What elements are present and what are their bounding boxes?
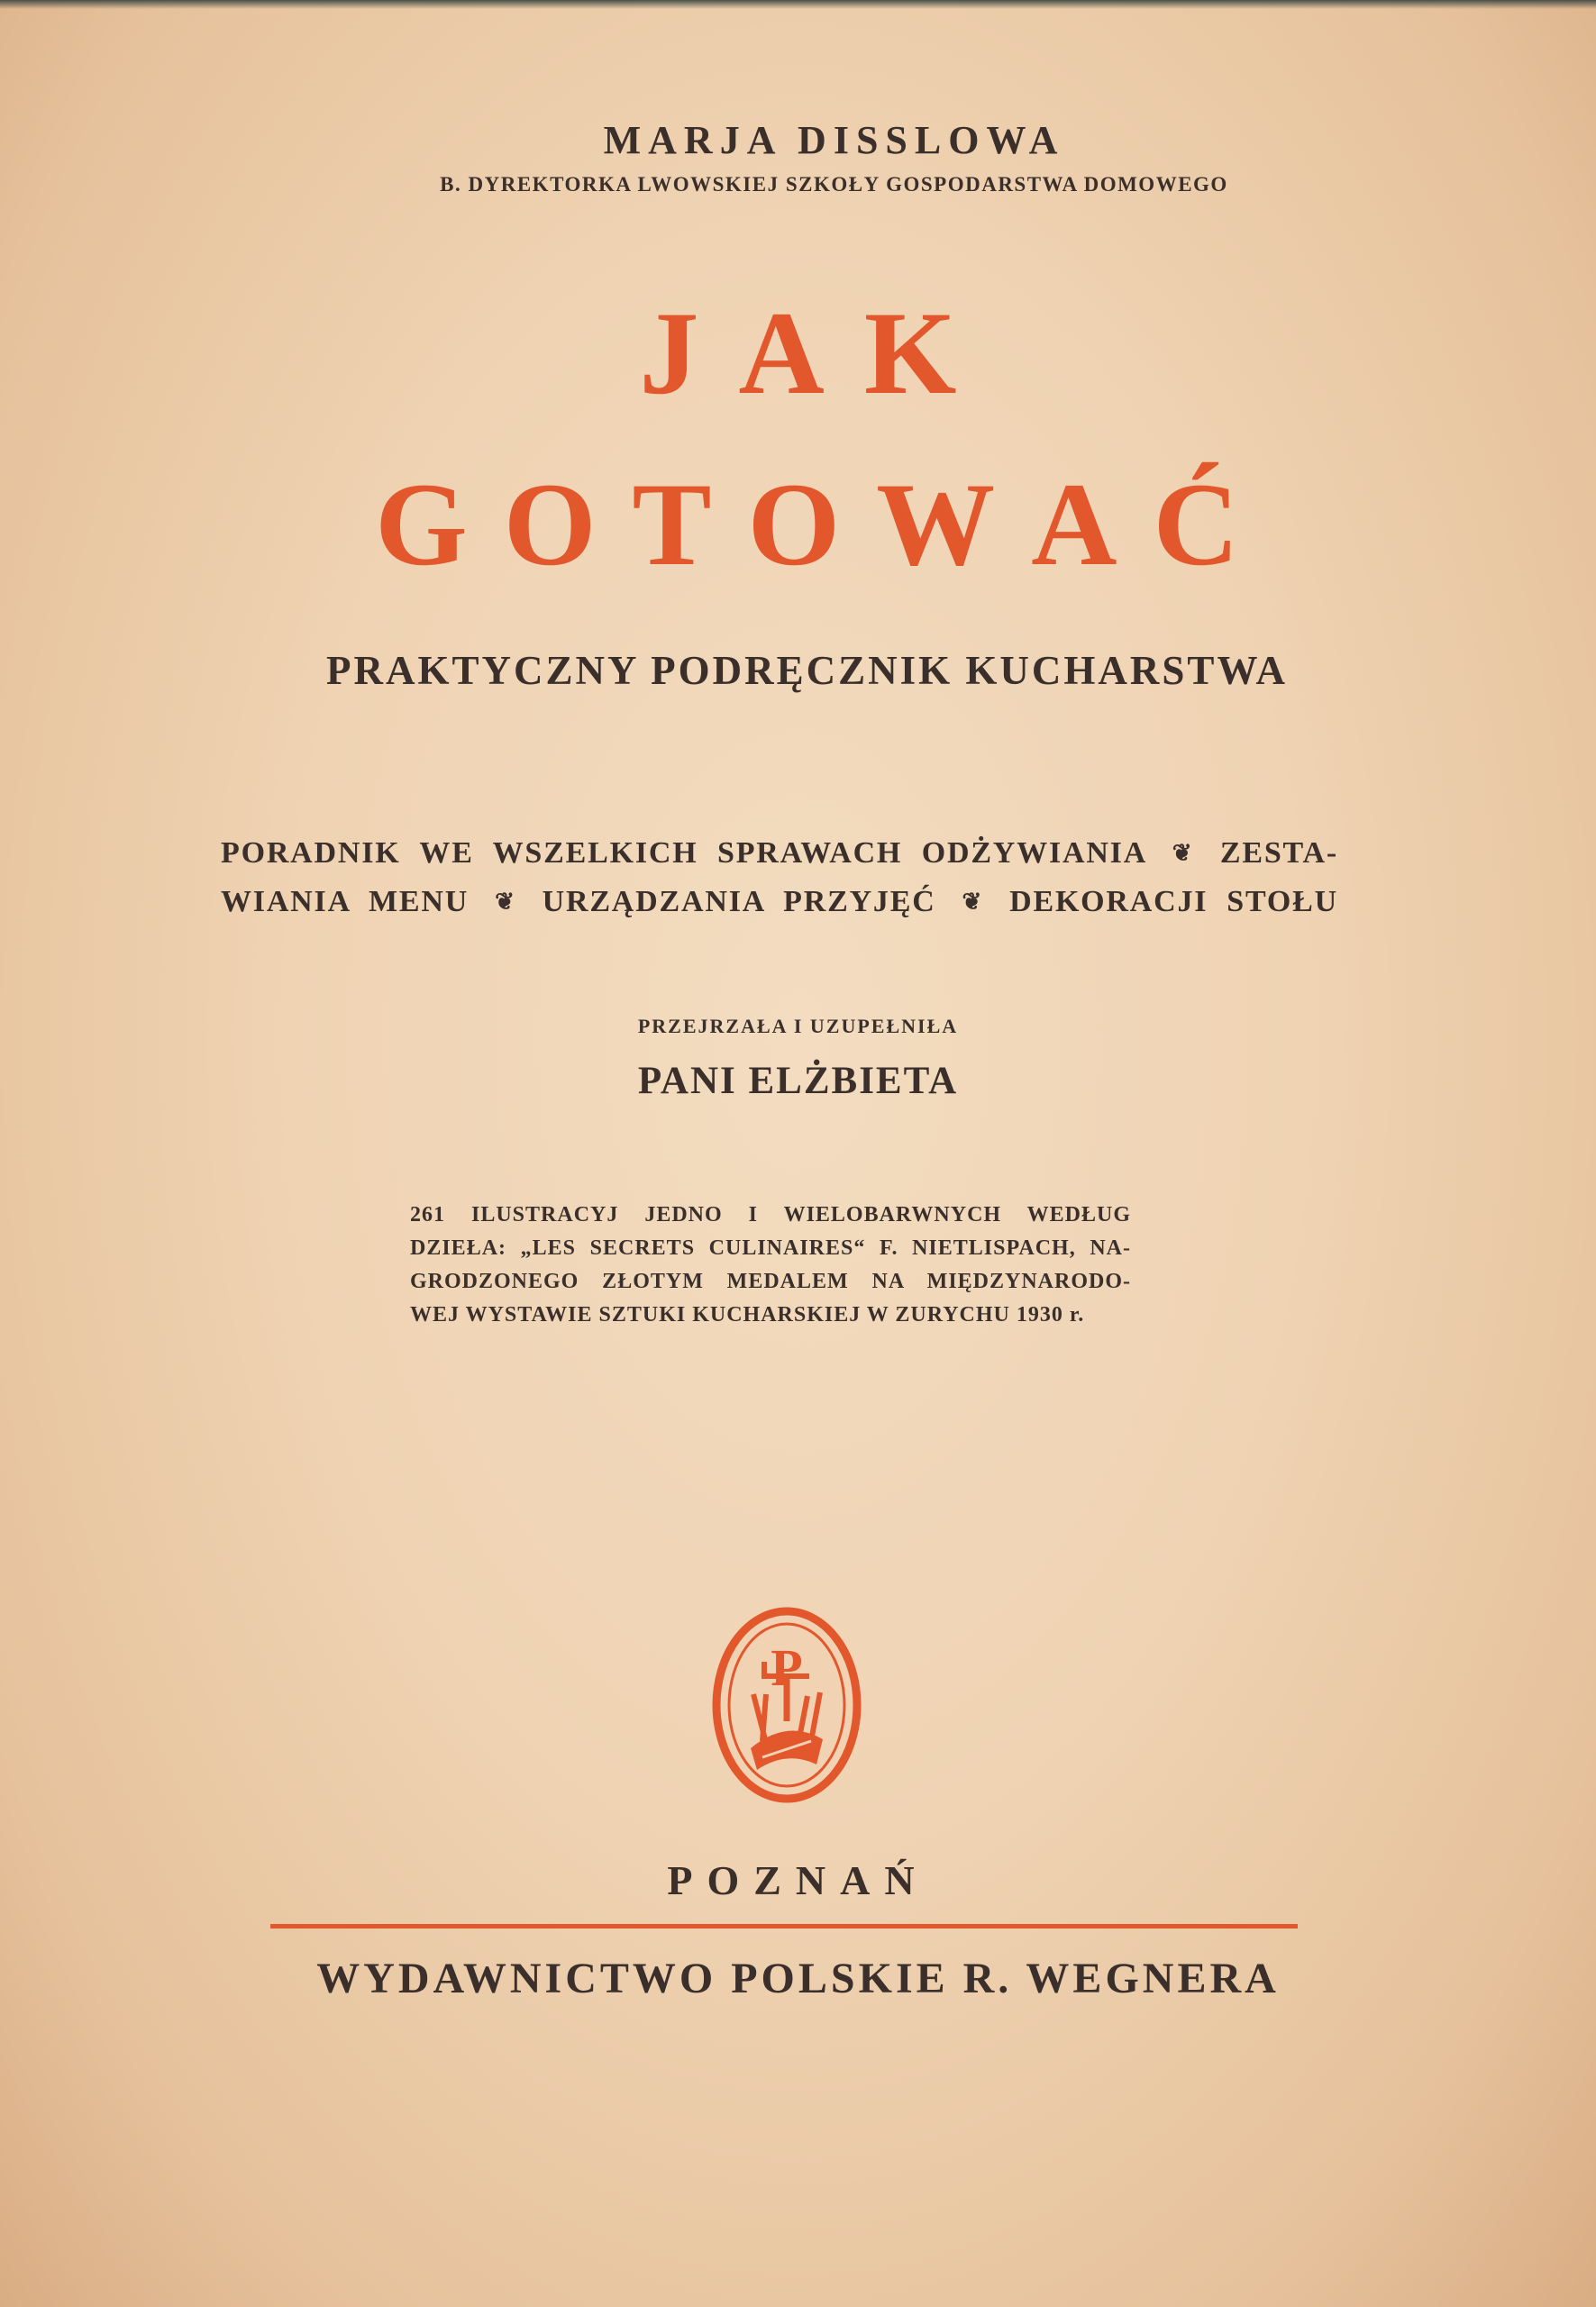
leaf-ornament-icon: ❦ <box>1172 840 1194 866</box>
title-letter: T <box>632 458 712 590</box>
title-letter: O <box>747 458 841 590</box>
leaf-ornament-icon: ❦ <box>495 889 516 915</box>
revision-label: PRZEJRZAŁA I UZUPEŁNIŁA <box>637 1015 959 1037</box>
description <box>221 829 1338 926</box>
title-letter: O <box>503 458 597 590</box>
publisher-name: WYDAWNICTWO POLSKIE R. WEGNERA <box>316 1955 1280 2002</box>
description-line <box>221 878 1338 926</box>
description-line <box>221 829 1338 878</box>
description-text: WIANIA MENU <box>221 885 470 918</box>
book-title-line-1 <box>0 284 1596 422</box>
title-letter: G <box>375 458 468 590</box>
title-letter: J <box>639 287 699 419</box>
author-name: MARJA DISSLOWA <box>603 118 1065 162</box>
revision-name: PANI ELŻBIETA <box>637 1060 959 1102</box>
title-letter: W <box>876 458 996 590</box>
leaf-ornament-icon: ❦ <box>962 889 984 915</box>
divider-rule <box>270 1924 1298 1929</box>
svg-text:P: P <box>771 1638 803 1697</box>
city: POZNAŃ <box>667 1857 929 1903</box>
book-subtitle: PRAKTYCZNY PODRĘCZNIK KUCHARSTWA <box>326 648 1288 693</box>
illustrations-note-line: GRODZONEGO ZŁOTYM MEDALEM NA MIĘDZYNARODO- <box>410 1270 1131 1293</box>
description-text: PORADNIK WE WSZELKICH SPRAWACH ODŻYWIANIA <box>221 836 1146 870</box>
description-text: DEKORACJI STOŁU <box>1009 885 1338 918</box>
illustrations-note-line: 261 ILUSTRACYJ JEDNO I WIELOBARWNYCH WEDŁUG <box>410 1203 1131 1226</box>
scan-edge <box>0 0 1596 9</box>
illustrations-note <box>410 1199 1131 1332</box>
illustrations-note-line: WEJ WYSTAWIE SZTUKI KUCHARSKIEJ W ZURYCHU 1930 r. <box>410 1303 1085 1327</box>
author-title: B. DYREKTORKA LWOWSKIEJ SZKOŁY GOSPODARSTWA DOMOWEGO <box>440 173 1228 196</box>
publisher-emblem-icon <box>710 1606 863 1804</box>
description-text: URZĄDZANIA PRZYJĘĆ <box>542 885 936 918</box>
book-title-line-2 <box>9 455 1596 593</box>
title-letter: Ć <box>1153 458 1239 590</box>
title-letter: A <box>1031 458 1117 590</box>
title-letter: K <box>863 287 957 419</box>
illustrations-note-line: DZIEŁA: „LES SECRETS CULINAIRES“ F. NIETLISPACH, NA- <box>410 1236 1131 1260</box>
description-text: ZESTA- <box>1219 836 1338 870</box>
title-letter: A <box>738 287 825 419</box>
